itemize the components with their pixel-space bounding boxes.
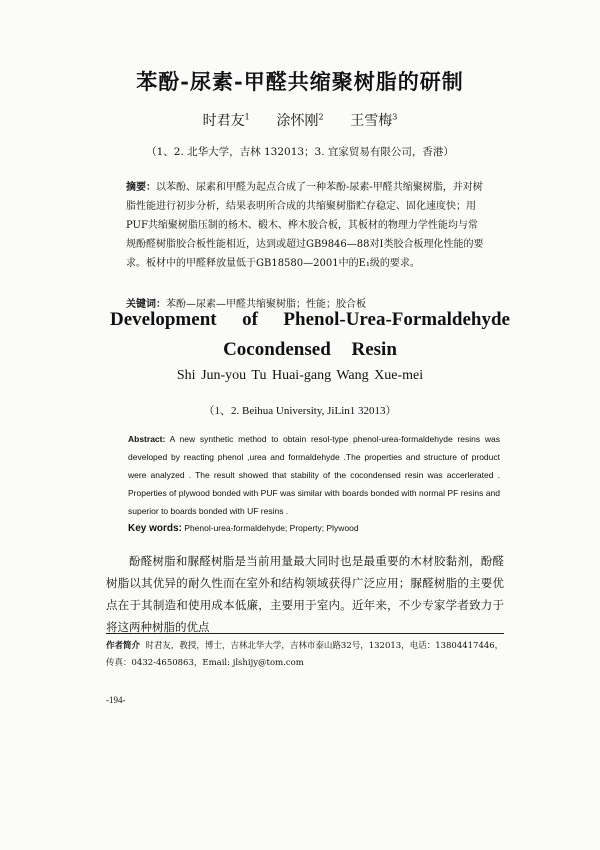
keywords-text: Phenol-urea-formaldehyde; Property; Plywood	[184, 523, 359, 533]
affiliation-chinese: （1、2. 北华大学，吉林 132013；3. 宜家贸易有限公司，香港）	[146, 146, 454, 158]
keywords-text: 苯酚—尿素—甲醛共缩聚树脂；性能；胶合板	[166, 299, 366, 310]
title-line-2: Cocondensed Resin	[223, 339, 397, 360]
abstract-text: A new synthetic method to obtain resol-type phenol-urea-formaldehyde resins was developed by reacting phenol ,urea and formaldehyde .The properties and structure of product were analyzed . The result showed that stability of the cocondensed resin was accerlerated . Properties of plywood bonded with PUF was similar with boards bonded with normal PF resins and superior to boards bonded with UF resins .	[128, 434, 500, 516]
abstract-label: Abstract:	[128, 434, 166, 444]
title-word: of	[242, 309, 258, 330]
footnote-divider	[106, 633, 504, 634]
authors-english: Shi Jun-you Tu Huai-gang Wang Xue-mei	[176, 368, 424, 383]
keywords-label: 关键词：	[126, 299, 166, 310]
title-chinese: 苯酚-尿素-甲醛共缩聚树脂的研制	[136, 69, 464, 94]
footnote-label: 作者简介	[106, 641, 141, 651]
author-mark: 2	[318, 112, 324, 122]
author-name: 涂怀刚	[276, 113, 319, 129]
abstract-english	[128, 430, 500, 520]
body-paragraph: 酚醛树脂和脲醛树脂是当前用量最大同时也是最重要的木材胶黏剂，酚醛树脂以其优异的耐久性而在室外和结构领域获得广泛应用；脲醛树脂的主要优点在于其制造和使用成本低廉，主要用于室内。近年来，不少专家学者致力于将这两种树脂的优点	[106, 554, 504, 634]
abstract-chinese	[126, 178, 486, 273]
author-mark: 1	[244, 112, 250, 122]
author-name: 王雪梅	[350, 113, 393, 129]
title-word: Development	[110, 309, 217, 330]
affiliation-english: （1、2. Beihua University, JiLin1 32013）	[203, 405, 397, 417]
author-footnote	[106, 638, 504, 672]
author-mark: 3	[392, 112, 398, 122]
authors-chinese	[0, 110, 600, 130]
title-word: Phenol-Urea-Formaldehyde	[283, 309, 510, 330]
keywords-label: Key words:	[128, 523, 182, 534]
title-english	[110, 305, 510, 365]
page-number: -194-	[106, 695, 126, 705]
abstract-text: 以苯酚、尿素和甲醛为起点合成了一种苯酚-尿素-甲醛共缩聚树脂，并对树脂性能进行初步分析，结果表明所合成的共缩聚树脂贮存稳定、固化速度快；用PUF共缩聚树脂压制的杨木、椴木、桦木胶合板，其板材的物理力学性能均与常规酚醛树脂胶合板性能相近，达到或超过GB9846—88对Ⅰ类胶合板理化性能的要求。板材中的甲醛释放量低于GB18580—2001中的E₁级的要求。	[126, 182, 484, 269]
keywords-english	[128, 519, 500, 538]
abstract-label: 摘要：	[126, 182, 156, 193]
author-name: 时君友	[202, 113, 245, 129]
footnote-text: 时君友，教授，博士，吉林北华大学，吉林市泰山路32号，132013，电话：13804417446，传真：0432-4650863，Email: jlshijy@tom.com	[106, 641, 504, 668]
